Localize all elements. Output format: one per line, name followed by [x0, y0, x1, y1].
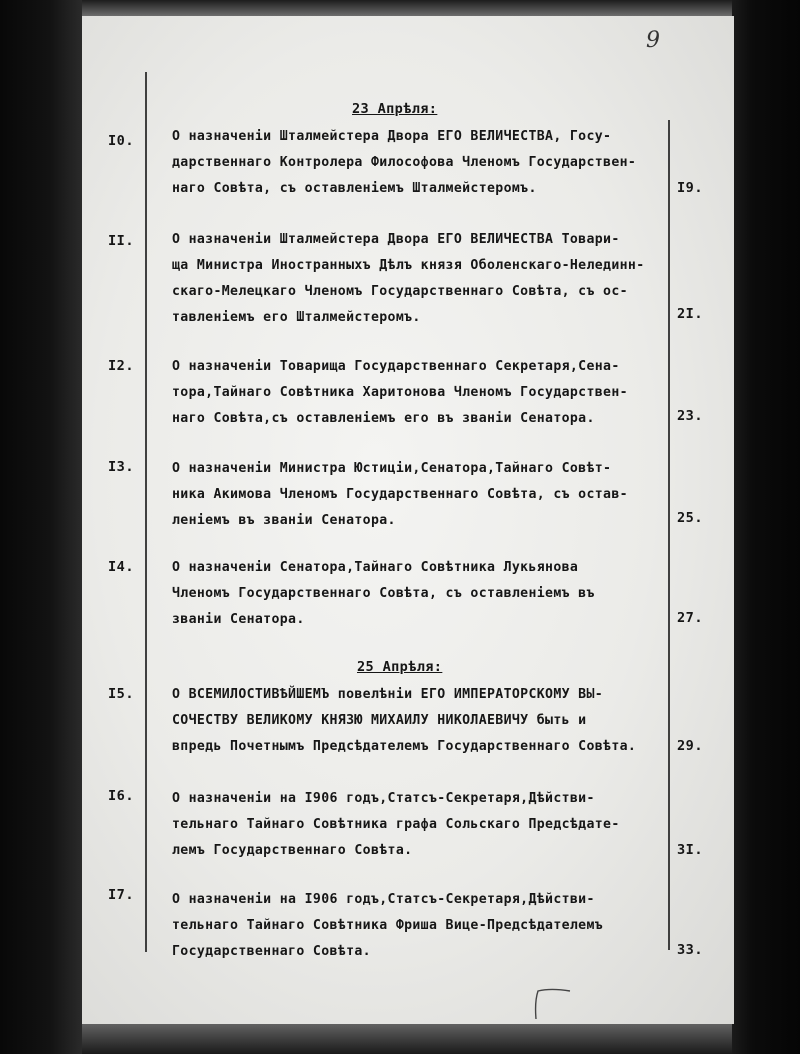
- entry-line: наго Совѣта,съ оставленiемъ его въ званiи Сенатора.: [172, 411, 595, 426]
- entry-line: званiи Сенатора.: [172, 612, 305, 627]
- left-margin-rule: [145, 72, 147, 952]
- entry-number: I6.: [108, 788, 135, 804]
- entry-line: тельнаго Тайнаго Совѣтника графа Сольскаго Предсѣдате-: [172, 817, 620, 832]
- entry-text: [172, 682, 636, 760]
- entry-line: ща Министра Иностранныхъ Дѣлъ князя Оболенскаго-Нелединн-: [172, 258, 645, 273]
- entry-text: [172, 555, 595, 633]
- entry-page-number: 27.: [677, 610, 704, 626]
- entry-line: тора,Тайнаго Совѣтника Харитонова Членомъ Государствен-: [172, 385, 628, 400]
- entry-text: [172, 887, 603, 965]
- entry-line: скаго-Мелецкаго Членомъ Государственнаго Совѣта, съ ос-: [172, 284, 628, 299]
- entry-line: СОЧЕСТВУ ВЕЛИКОМУ КНЯЗЮ МИХАИЛУ НИКОЛАЕВИЧУ быть и: [172, 713, 587, 728]
- entry-line: наго Совѣта, съ оставленiемъ Шталмейстеромъ.: [172, 181, 537, 196]
- entry-text: [172, 456, 628, 534]
- entry-number: I4.: [108, 559, 135, 575]
- entry-line: впредь Почетнымъ Предсѣдателемъ Государственнаго Совѣта.: [172, 739, 637, 754]
- entry-number: I7.: [108, 887, 135, 903]
- entry-number: I0.: [108, 133, 135, 149]
- entry-line: О ВСЕМИЛОСТИВѢЙШЕМЪ повелѣнiи ЕГО ИМПЕРАТОРСКОМУ ВЫ-: [172, 687, 604, 702]
- entry-line: О назначенiи Сенатора,Тайнаго Совѣтника Лукьянова: [172, 560, 579, 575]
- entry-line: О назначенiи на I906 годъ,Статсъ-Секретаря,Дѣйстви-: [172, 892, 595, 907]
- entry-text: [172, 786, 620, 864]
- section-heading: 25 Апрѣля:: [357, 659, 443, 675]
- entry-number: I2.: [108, 358, 135, 374]
- pencil-scrawl: [530, 985, 580, 1025]
- section-heading: 23 Апрѣля:: [352, 101, 438, 117]
- entry-line: дарственнаго Контролера Философова Членомъ Государствен-: [172, 155, 637, 170]
- entry-page-number: 2I.: [677, 306, 704, 322]
- entry-line: Членомъ Государственнаго Совѣта, съ оставленiемъ въ: [172, 586, 595, 601]
- entry-line: ленiемъ въ званiи Сенатора.: [172, 513, 396, 528]
- entry-line: лемъ Государственнаго Совѣта.: [172, 843, 413, 858]
- entry-line: Государственнаго Совѣта.: [172, 944, 371, 959]
- film-border-left: [0, 0, 82, 1054]
- entry-line: О назначенiи Шталмейстера Двора ЕГО ВЕЛИЧЕСТВА, Госу-: [172, 129, 612, 144]
- entry-line: О назначенiи на I906 годъ,Статсъ-Секретаря,Дѣйстви-: [172, 791, 595, 806]
- entry-line: О назначенiи Министра Юстицiи,Сенатора,Тайнаго Совѣт-: [172, 461, 612, 476]
- entry-text: [172, 227, 645, 331]
- entry-number: II.: [108, 233, 135, 249]
- entry-number: I3.: [108, 459, 135, 475]
- entry-line: ника Акимова Членомъ Государственнаго Совѣта, съ остав-: [172, 487, 628, 502]
- entry-text: [172, 354, 628, 432]
- entry-page-number: 3I.: [677, 842, 704, 858]
- entry-line: тавленiемъ его Шталмейстеромъ.: [172, 310, 421, 325]
- entry-text: [172, 124, 636, 202]
- entry-line: О назначенiи Шталмейстера Двора ЕГО ВЕЛИЧЕСТВА Товари-: [172, 232, 620, 247]
- right-margin-rule: [668, 120, 670, 950]
- film-border-bottom: [82, 1022, 732, 1054]
- entry-page-number: 25.: [677, 510, 704, 526]
- entry-line: О назначенiи Товарища Государственнаго Секретаря,Сена-: [172, 359, 620, 374]
- film-border-right: [732, 0, 800, 1054]
- folio-pencil-mark: 9: [646, 28, 660, 53]
- entry-page-number: I9.: [677, 180, 704, 196]
- entry-page-number: 23.: [677, 408, 704, 424]
- entry-number: I5.: [108, 686, 135, 702]
- entry-page-number: 33.: [677, 942, 704, 958]
- entry-page-number: 29.: [677, 738, 704, 754]
- entry-line: тельнаго Тайнаго Совѣтника Фриша Вице-Предсѣдателемъ: [172, 918, 604, 933]
